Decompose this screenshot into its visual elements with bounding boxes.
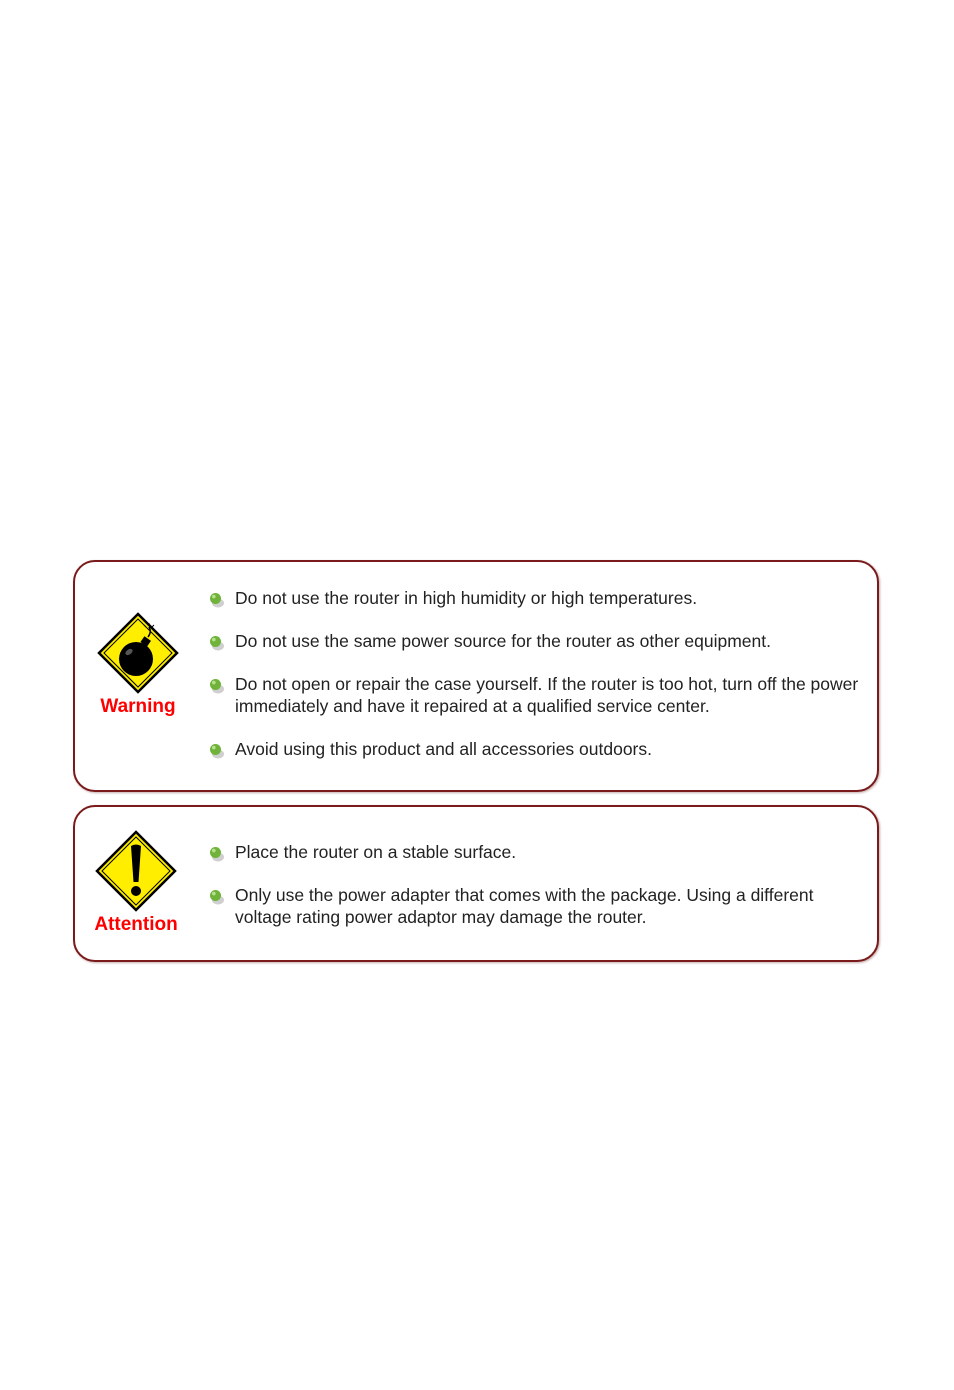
green-bullet-icon — [208, 888, 226, 906]
list-item-text: Place the router on a stable surface. — [235, 842, 517, 862]
warning-box — [73, 560, 879, 792]
green-bullet-icon — [208, 845, 226, 863]
list-item — [208, 587, 863, 609]
bomb-warning-sign-icon — [97, 612, 179, 694]
warning-sign — [78, 612, 198, 718]
green-bullet-icon — [208, 634, 226, 652]
attention-label: Attention — [94, 914, 178, 935]
attention-sign — [76, 830, 196, 936]
list-item-text: Do not open or repair the case yourself. If the router is too hot, turn off the power immediately and have it repaired at a qualified service center. — [235, 674, 859, 716]
attention-box — [73, 805, 879, 962]
list-item-text: Avoid using this product and all accessories outdoors. — [235, 739, 653, 759]
list-item — [208, 884, 863, 928]
list-item-text: Do not use the same power source for the router as other equipment. — [235, 631, 771, 651]
list-item-text: Only use the power adapter that comes with the package. Using a different voltage rating power adaptor may damage the router. — [235, 885, 814, 927]
warning-label: Warning — [100, 696, 176, 717]
exclamation-warning-sign-icon — [95, 830, 177, 912]
list-item — [208, 738, 863, 760]
green-bullet-icon — [208, 742, 226, 760]
list-item — [208, 841, 863, 863]
warning-list — [208, 587, 863, 781]
list-item — [208, 630, 863, 652]
green-bullet-icon — [208, 677, 226, 695]
attention-list — [208, 841, 863, 949]
list-item — [208, 673, 863, 717]
list-item-text: Do not use the router in high humidity or high temperatures. — [235, 588, 698, 608]
green-bullet-icon — [208, 591, 226, 609]
